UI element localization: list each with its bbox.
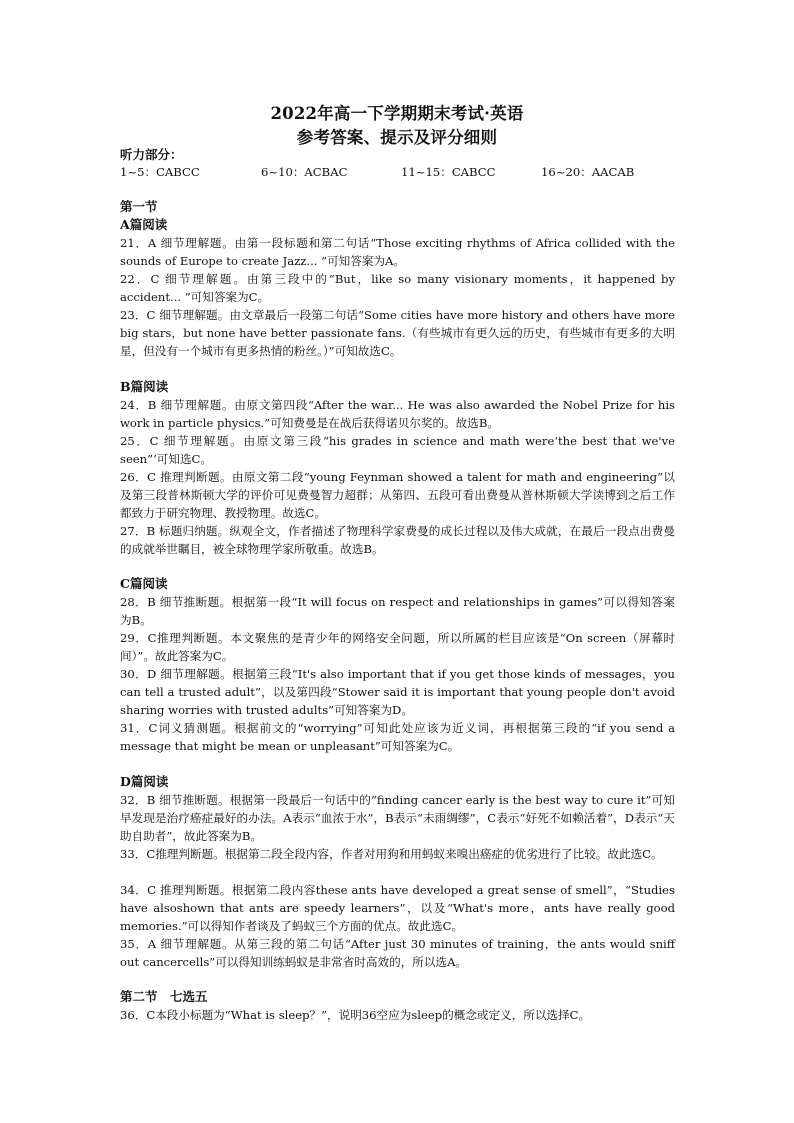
page-subtitle: 参考答案、提示及评分细则 [296,128,498,147]
section1-heading: 第一节 [120,199,158,214]
answer-22: 22．C 细节理解题。由第三段中的“But，like so many visionary moments，it happened by accident... ”可知答案为C。 [120,272,675,304]
page-title: 2022年高一下学期期末考试·英语 [270,104,524,123]
answer-32: 32．B 细节推断题。根据第一段最后一句话中的“finding cancer early is the best way to cure it”可知早发现是治疗癌症最好的办法。A表示“血浓于水”，B表示“未雨绸缪”，C表示“好死不如赖活着”，D表示“天助自助者”，故此答案为B。 [120,793,675,843]
answer-21: 21．A 细节理解题。由第一段标题和第二句话“Those exciting rhythms of Africa collided with the sounds of Europe to create Jazz... ”可知答案为A。 [120,236,675,268]
answer-36: 36．C本段小标题为“What is sleep？”，说明36空应为sleep的概念或定义，所以选择C。 [120,1008,591,1022]
listening-answers [120,164,680,182]
answer-26: 26．C 推理判断题。由原文第二段“young Feynman showed a talent for math and engineering”以及第三段普林斯顿大学的评价可见费曼智力超群；从第四、五段可看出费曼从普林斯顿大学读博到之后工作都致力于研究物理、教授物理。故选C。 [120,470,675,520]
passage-c-heading: C篇阅读 [120,576,168,591]
answer-33: 33．C推理判断题。根据第二段全段内容，作者对用狗和用蚂蚁来嗅出癌症的优劣进行了比较。故此选C。 [120,847,663,861]
listening-group-4: 16~20：AACAB [541,165,635,179]
passage-d-heading: D篇阅读 [120,774,169,789]
answer-35: 35．A 细节理解题。从第三段的第二句话“After just 30 minutes of training，the ants would sniff out cancercells”可以得知训练蚂蚁是非常省时高效的，所以选A。 [120,937,675,969]
answer-23: 23．C 细节理解题。由文章最后一段第二句话“Some cities have more history and others have more big stars，but none have better passionate fans.（有些城市有更久远的历史，有些城市有更多的大明星，但没有一个城市有更多热情的粉丝。）”可知故选C。 [120,308,675,358]
answer-25: 25．C 细节理解题。由原文第三段“his grades in science and math were‘the best that we've seen”’可知选C。 [120,434,675,466]
listening-heading: 听力部分： [120,147,183,162]
answer-29: 29．C推理判断题。本文聚焦的是青少年的网络安全问题，所以所属的栏目应该是“On screen（屏幕时间）”。故此答案为C。 [120,631,675,663]
answer-34: 34．C 推理判断题。根据第二段内容these ants have developed a great sense of smell”，“Studies have alsoshown that ants are speedy learners”，以及“What's more，ants have really good memories.”可以得知作者谈及了蚂蚁三个方面的优点。故此选C。 [120,883,675,933]
passage-a-heading: A篇阅读 [120,217,168,232]
answer-28: 28．B 细节推断题。根据第一段“It will focus on respect and relationships in games”可以得知答案为B。 [120,595,675,627]
listening-group-3: 11~15：CABCC [401,165,496,179]
answer-31: 31．C词义猜测题。根据前文的“worrying”可知此处应该为近义词，再根据第三段的“if you send a message that might be mean or unpleasant”可知答案为C。 [120,721,675,753]
answer-27: 27．B 标题归纳题。纵观全文，作者描述了物理科学家费曼的成长过程以及伟大成就，在最后一段点出费曼的成就举世瞩目，被全球物理学家所敬重。故选B。 [120,524,675,556]
listening-group-1: 1~5：CABCC [120,165,200,179]
section2-heading: 第二节 七选五 [120,989,208,1004]
listening-group-2: 6~10：ACBAC [261,165,348,179]
answer-30: 30．D 细节理解题。根据第三段“It's also important that if you get those kinds of messages，you can tell a trusted adult”，以及第四段“Stower said it is important that young people don't avoid sharing worries with trusted adults”可知答案为D。 [120,667,675,717]
answer-24: 24．B 细节理解题。由原文第四段“After the war... He was also awarded the Nobel Prize for his work in particle physics.”可知费曼是在战后获得诺贝尔奖的。故选B。 [120,398,675,430]
passage-b-heading: B篇阅读 [120,379,169,394]
